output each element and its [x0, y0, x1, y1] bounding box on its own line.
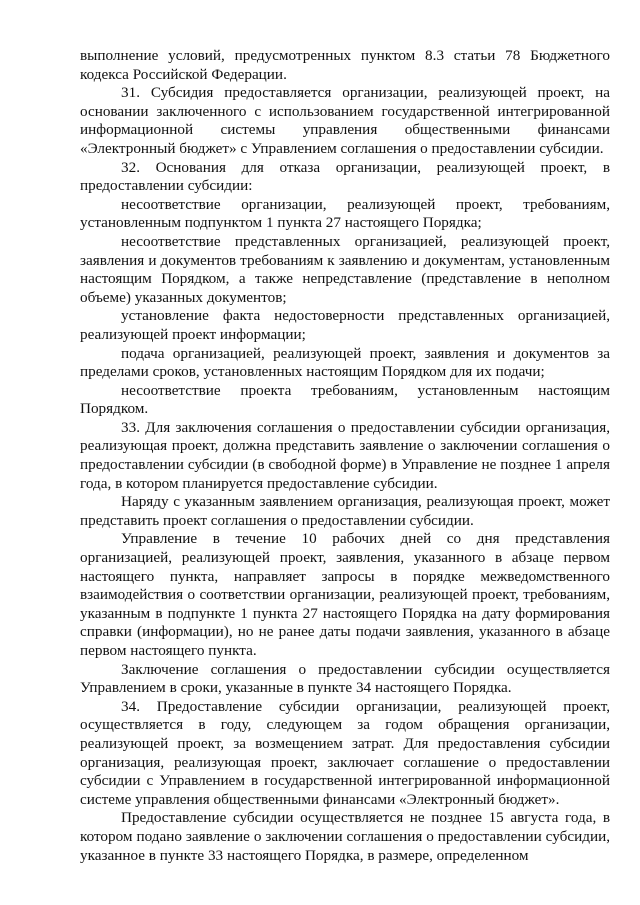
- paragraph-item-33: 33. Для заключения соглашения о предоставлении субсидии организация, реализующая проект, должна представить заявление о заключении соглашения о предоставлении субсидии (в свободной форме) в Управление не позднее 1 апреля года, в котором планируется предоставление субсидии.: [80, 418, 610, 492]
- paragraph-ground-2: несоответствие представленных организацией, реализующей проект, заявления и документов требованиям к заявлению и документам, установленным настоящим Порядком, а также непредставление (представление в неполном объеме) указанных документов;: [80, 232, 610, 306]
- paragraph-item-33-draft: Наряду с указанным заявлением организация, реализующая проект, может представить проект соглашения о предоставлении субсидии.: [80, 493, 610, 529]
- paragraph-item-33-agreement: Заключение соглашения о предоставлении субсидии осуществляется Управлением в сроки, указанные в пункте 34 настоящего Порядка.: [80, 660, 610, 697]
- paragraph-continuation: выполнение условий, предусмотренных пунктом 8.3 статьи 78 Бюджетного кодекса Российской Федерации.: [80, 47, 610, 83]
- paragraph-item-34: 34. Предоставление субсидии организации, реализующей проект, осуществляется в году, следующем за годом обращения организации, реализующей проект, за возмещением затрат. Для предоставления субсидии организация, реализующая проект, заключает соглашение о предоставлении субсидии с Управлением в государственной интегрированной информационной системе управления общественными финансами «Электронный бюджет».: [80, 697, 610, 808]
- paragraph-item-32: 32. Основания для отказа организации, реализующей проект, в предоставлении субсидии:: [80, 158, 610, 195]
- paragraph-item-31: 31. Субсидия предоставляется организации, реализующей проект, на основании заключенного с использованием государственной интегрированной информационной системы управления общественными финансами «Электронный бюджет» с Управлением соглашения о предоставлении субсидии.: [80, 84, 610, 157]
- document-page: [80, 47, 610, 865]
- paragraph-ground-5: несоответствие проекта требованиям, установленным настоящим Порядком.: [80, 381, 610, 418]
- paragraph-ground-4: подача организацией, реализующей проект, заявления и документов за пределами сроков, установленных настоящим Порядком для их подачи;: [80, 344, 610, 381]
- paragraph-ground-3: установление факта недостоверности представленных организацией, реализующей проект информации;: [80, 307, 610, 343]
- paragraph-item-33-requests: Управление в течение 10 рабочих дней со дня представления организацией, реализующей проект, заявления, указанного в абзаце первом настоящего пункта, направляет запросы в порядке межведомственного взаимодействия о соответствии организации, реализующей проект, требованиям, указанным в подпункте 1 пункта 27 настоящего Порядка на дату формирования справки (информации), но не ранее даты подачи заявления, указанного в абзаце первом настоящего пункта.: [80, 530, 610, 659]
- paragraph-ground-1: несоответствие организации, реализующей проект, требованиям, установленным подпунктом 1 пункта 27 настоящего Порядка;: [80, 195, 610, 232]
- paragraph-item-34-deadline: Предоставление субсидии осуществляется не позднее 15 августа года, в котором подано заявление о заключении соглашения о предоставлении субсидии, указанное в пункте 33 настоящего Порядка, в размере, определенном: [80, 809, 610, 864]
